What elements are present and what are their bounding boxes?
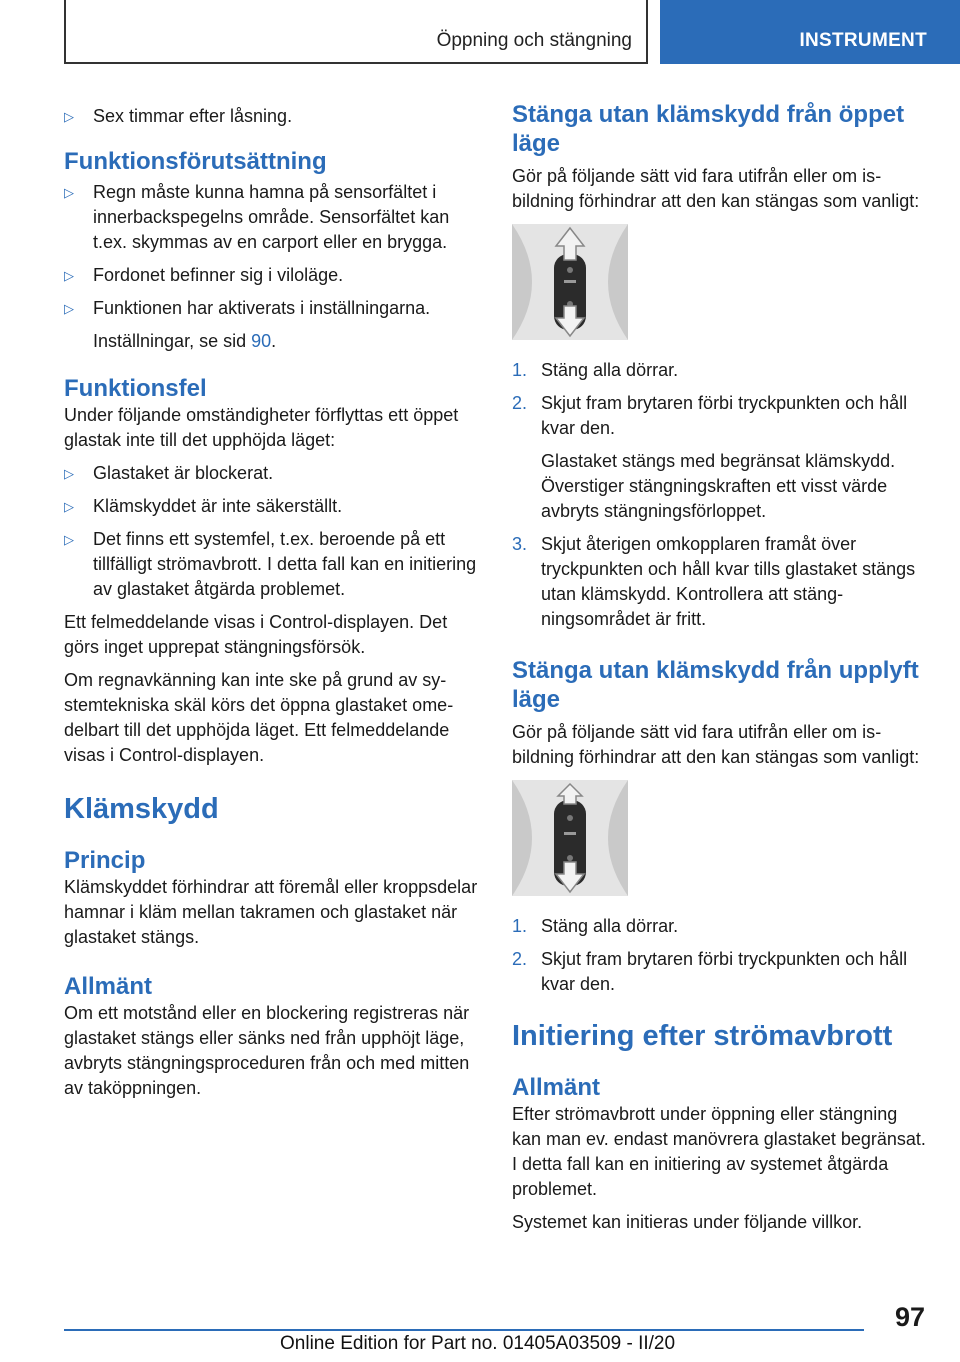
heading-close-from-open: Stänga utan klämskydd från öppet läge bbox=[512, 101, 905, 157]
triangle-bullet-icon: ▷ bbox=[64, 109, 74, 124]
list-item: ▷ Fordonet befinner sig i viloläge. bbox=[64, 263, 480, 288]
triangle-bullet-icon: ▷ bbox=[64, 532, 74, 547]
general-text: Om ett motstånd eller en blockering registreras när glastaket stängs eller sänks ned från upphöjt läge, avbryts stängningsproceduren från och med mitten av taköppningen. bbox=[64, 1003, 470, 1098]
list-item: ▷ Regn måste kunna hamna på sensorfältet i innerbackspegelns område. Sensorfältet kan t.ex. skymmas av en carport eller en brygga. bbox=[64, 182, 450, 252]
triangle-bullet-icon: ▷ bbox=[64, 466, 74, 481]
init-text: Efter strömavbrott under öppning eller stängning kan man ev. endast manövrera glastaket begränsat. I detta fall kan en initiering av systemet åtgärda problemet. bbox=[512, 1104, 926, 1199]
heading-fault: Funktionsfel bbox=[64, 375, 207, 402]
settings-reference: Inställningar, se sid 90. bbox=[93, 331, 277, 351]
heading-pinch-protection: Klämskydd bbox=[64, 793, 219, 825]
section-tab[interactable] bbox=[660, 0, 960, 64]
fault-paragraph: Ett felmeddelande visas i Control-displayen. Det görs inget upprepat stängningsförsök. bbox=[64, 612, 448, 657]
triangle-bullet-icon: ▷ bbox=[64, 301, 74, 316]
close-raised-intro: Gör på följande sätt vid fara utifrån eller om isbildning förhindrar att den kan stängas som vanligt: bbox=[512, 722, 920, 767]
triangle-bullet-icon: ▷ bbox=[64, 499, 74, 514]
step-item: 1. Stäng alla dörrar. bbox=[512, 360, 679, 380]
triangle-bullet-icon: ▷ bbox=[64, 185, 74, 200]
header-frame bbox=[64, 0, 648, 64]
footer-divider bbox=[64, 1329, 864, 1331]
edition-note: Online Edition for Part no. 01405A03509 - II/20 bbox=[280, 1333, 676, 1354]
step-note: Glastaket stängs med begränsat klämskydd. Överstiger stängningskraften ett visst värde avbryts stängningsförloppet. bbox=[541, 451, 896, 521]
list-item: ▷ Glastaket är blockerat. bbox=[64, 461, 480, 486]
chapter-title: Öppning och stängning bbox=[436, 30, 632, 51]
init-text: Systemet kan initieras under följande villkor. bbox=[512, 1212, 863, 1232]
heading-initialization: Initiering efter strömavbrott bbox=[512, 1020, 893, 1052]
heading-init-general: Allmänt bbox=[512, 1074, 601, 1101]
roof-switch-illustration bbox=[512, 780, 628, 896]
list-item: ▷ Det finns ett systemfel, t.ex. beroende på ett tillfälligt strömavbrott. I detta fall kan en initiering av glastaket åtgärda problemet. bbox=[64, 529, 477, 599]
fault-intro: Under följande omständigheter förflyttas ett öppet glastak inte till det upphöjda läget: bbox=[64, 405, 459, 450]
heading-general: Allmänt bbox=[64, 973, 153, 1000]
list-item: ▷ Funktionen har aktiverats i inställningarna. bbox=[64, 296, 480, 321]
principle-text: Klämskyddet förhindrar att föremål eller kroppsdelar hamnar i kläm mellan takramen och glastaket när glastaket stängs. bbox=[64, 877, 478, 947]
heading-prerequisite: Funktionsförutsättning bbox=[64, 148, 327, 175]
right-column bbox=[512, 100, 928, 1243]
left-column bbox=[64, 100, 480, 1109]
list-item: ▷ Sex timmar efter låsning. bbox=[64, 104, 480, 129]
section-tab-label: INSTRUMENT bbox=[799, 30, 927, 51]
step-item: 3. Skjut återigen omkopplaren framåt över tryckpunkten och håll kvar tills glastaket stängs utan klämskydd. Kontrollera att stängningsområdet är fritt. bbox=[512, 534, 916, 629]
heading-principle: Princip bbox=[64, 847, 146, 874]
close-open-intro: Gör på följande sätt vid fara utifrån eller om isbildning förhindrar att den kan stängas som vanligt: bbox=[512, 166, 920, 211]
list-item: ▷ Klämskyddet är inte säkerställt. bbox=[64, 494, 480, 519]
triangle-bullet-icon: ▷ bbox=[64, 268, 74, 283]
page-link[interactable]: 90 bbox=[251, 331, 272, 351]
step-item: 2. Skjut fram brytaren förbi tryckpunkten och håll kvar den. bbox=[512, 949, 908, 994]
heading-close-from-raised: Stänga utan klämskydd från upplyft läge bbox=[512, 657, 919, 713]
page-number: 97 bbox=[895, 1302, 926, 1332]
fault-paragraph: Om regnavkänning kan inte ske på grund av systemtekniska skäl körs det öppna glastaket omedelbart till det upphöjda läget. Ett felmeddelande visas i Control-displayen. bbox=[64, 670, 454, 765]
roof-switch-illustration bbox=[512, 224, 628, 340]
step-item: 1. Stäng alla dörrar. bbox=[512, 916, 679, 936]
step-item: 2. Skjut fram brytaren förbi tryckpunkten och håll kvar den. Glastaket stängs med begränsat klämskydd. Överstiger stängningskraften ett visst värde avbryts stängningsförloppet. bbox=[512, 391, 928, 524]
